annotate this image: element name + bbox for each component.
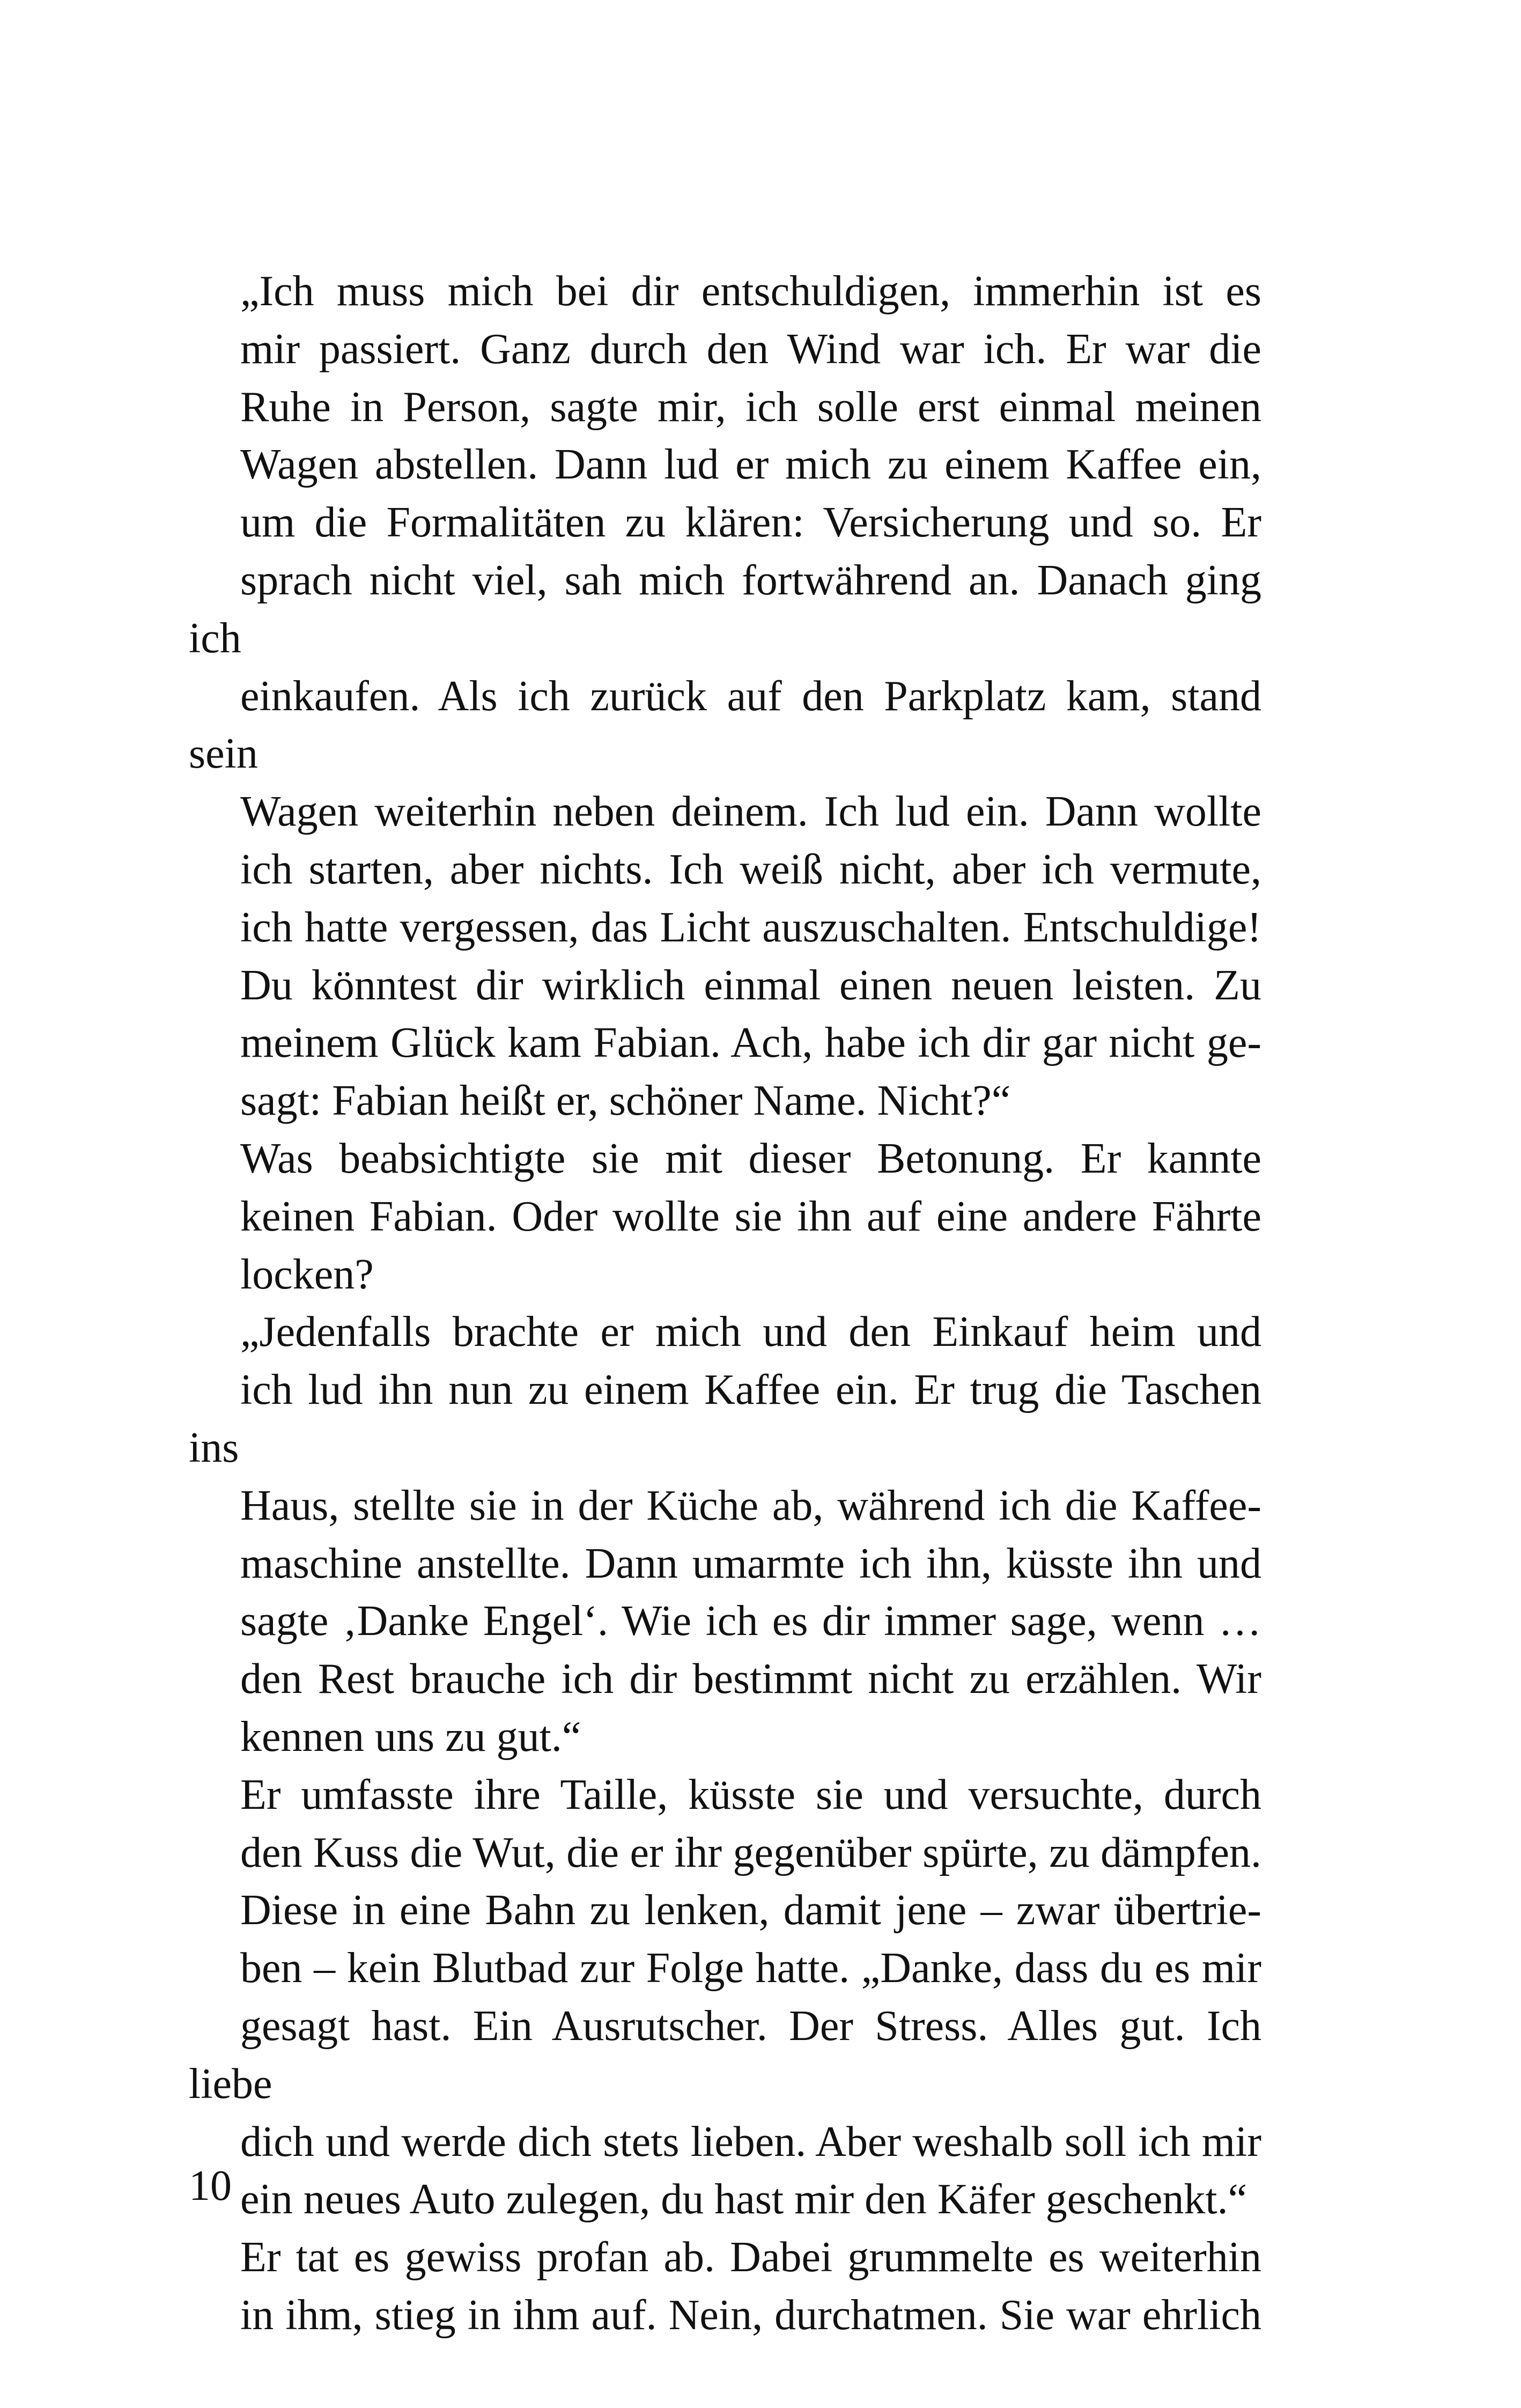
text-line: meinem Glück kam Fabian. Ach, habe ich dir gar nicht ge-	[240, 1019, 1261, 1067]
text-line: einkaufen. Als ich zurück auf den Parkplatz kam, stand sein	[189, 672, 1261, 778]
paragraph-3	[189, 1304, 1261, 1766]
paragraph-5	[189, 2229, 1261, 2345]
text-line: Wagen abstellen. Dann lud er mich zu einem Kaffee ein,	[240, 441, 1261, 489]
text-line: ich starten, aber nichts. Ich weiß nicht, aber ich vermute,	[240, 845, 1261, 893]
text-line: „Ich muss mich bei dir entschuldigen, immerhin ist es	[240, 268, 1261, 315]
text-line: Ruhe in Person, sagte mir, ich solle erst einmal meinen	[240, 383, 1261, 431]
text-line: Diese in eine Bahn zu lenken, damit jene – zwar übertrie-	[240, 1887, 1261, 1934]
text-line: ich hatte vergessen, das Licht auszuschalten. Entschuldige!	[240, 903, 1261, 951]
paragraph-4	[189, 1766, 1261, 2229]
text-line: in ihm, stieg in ihm auf. Nein, durchatmen. Sie war ehrlich	[240, 2291, 1261, 2339]
paragraph-1	[189, 263, 1261, 1130]
text-line: sagte ‚Danke Engel‘. Wie ich es dir immer sage, wenn …	[240, 1597, 1261, 1645]
text-line: Er umfasste ihre Taille, küsste sie und versuchte, durch	[240, 1771, 1261, 1818]
text-line: sagt: Fabian heißt er, schöner Name. Nicht?“	[240, 1077, 1011, 1125]
text-line: „Jedenfalls brachte er mich und den Einkauf heim und	[240, 1308, 1261, 1356]
text-line: ein neues Auto zulegen, du hast mir den Käfer geschenkt.“	[240, 2176, 1247, 2223]
text-line: Haus, stellte sie in der Küche ab, während ich die Kaffee-	[240, 1482, 1261, 1529]
body-text	[189, 263, 1261, 2345]
text-line: maschine anstellte. Dann umarmte ich ihn, küsste ihn und	[240, 1540, 1261, 1587]
text-line: kennen uns zu gut.“	[240, 1713, 581, 1761]
text-line: Du könntest dir wirklich einmal einen neuen leisten. Zu	[240, 961, 1261, 1009]
page-number: 10	[189, 2162, 232, 2210]
text-line: sprach nicht viel, sah mich fortwährend an. Danach ging ich	[189, 556, 1261, 662]
text-line: den Kuss die Wut, die er ihr gegenüber spürte, zu dämpfen.	[240, 1829, 1261, 1876]
text-line: ben – kein Blutbad zur Folge hatte. „Danke, dass du es mir	[240, 1945, 1261, 1992]
paragraph-2	[189, 1130, 1261, 1304]
text-line: locken?	[240, 1250, 374, 1298]
text-line: mir passiert. Ganz durch den Wind war ich. Er war die	[240, 325, 1261, 373]
text-line: Er tat es gewiss profan ab. Dabei grummelte es weiterhin	[240, 2234, 1261, 2281]
text-line: um die Formalitäten zu klären: Versicherung und so. Er	[240, 499, 1261, 547]
text-line: keinen Fabian. Oder wollte sie ihn auf eine andere Fährte	[240, 1192, 1261, 1240]
text-line: Wagen weiterhin neben deinem. Ich lud ein. Dann wollte	[240, 788, 1261, 836]
text-line: den Rest brauche ich dir bestimmt nicht zu erzählen. Wir	[240, 1655, 1261, 1703]
text-line: Was beabsichtigte sie mit dieser Betonung. Er kannte	[240, 1135, 1261, 1182]
text-line: gesagt hast. Ein Ausrutscher. Der Stress. Alles gut. Ich liebe	[189, 2002, 1261, 2108]
text-line: dich und werde dich stets lieben. Aber weshalb soll ich mir	[240, 2118, 1261, 2166]
text-line: ich lud ihn nun zu einem Kaffee ein. Er trug die Taschen ins	[189, 1366, 1261, 1471]
